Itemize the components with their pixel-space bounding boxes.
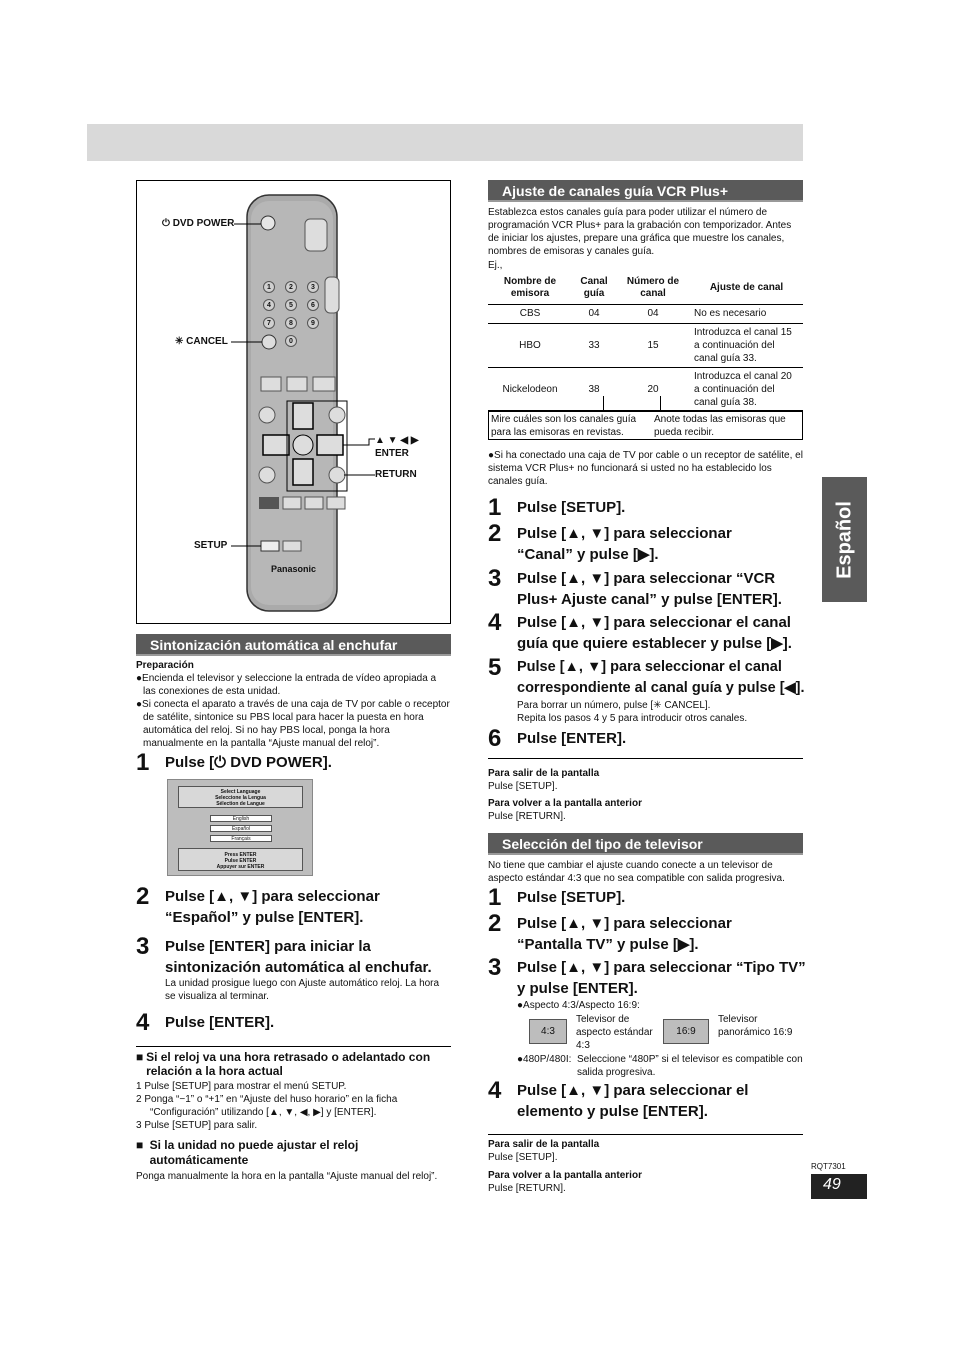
back-text: Pulse [RETURN]. (488, 1183, 566, 1194)
divider (488, 758, 803, 759)
back-label: Para volver a la pantalla anterior (488, 798, 642, 809)
exit-text: Pulse [SETUP]. (488, 1152, 558, 1163)
table-note-left: Mire cuáles son los canales guía para las emisoras en revistas. (491, 414, 637, 438)
prep-label: Preparación (136, 660, 194, 671)
clock-title: Si el reloj va una hora retrasado o adelantado con relación a la hora actual (146, 1050, 431, 1078)
step-number: 2 (488, 910, 502, 937)
step-text: Pulse [ENTER]. (517, 730, 627, 747)
prep-item: ●Si conecta el aparato a través de una caja de TV por cable o receptor de satélite, sintonice su PBS local para hacer la puesta en hora automática del reloj. Si no hay PBS local, ponga la hora manualmente en la pantalla “Ajuste manual del reloj”. (136, 699, 450, 749)
clock-step: 1 Pulse [SETUP] para mostrar el menú SETUP. (136, 1081, 347, 1092)
aspect-label: ●Aspecto 4:3/Aspecto 16:9: (517, 1000, 640, 1011)
section-title-vcr-plus: Ajuste de canales guía VCR Plus+ (488, 180, 803, 202)
clock-step: 3 Pulse [SETUP] para salir. (136, 1120, 258, 1131)
screen-title: Select Language Seleccione la Lengua Sélection de Langue (178, 786, 303, 808)
step-text: Pulse [▲, ▼] para seleccionar “Pantalla TV” y pulse [▶]. (517, 915, 732, 953)
callout-dvd-power: ⏻ DVD POWER (162, 218, 235, 229)
back-label: Para volver a la pantalla anterior (488, 1170, 642, 1181)
remote-key-3: 3 (307, 281, 319, 293)
step-number: 4 (488, 609, 502, 636)
divider (136, 1046, 451, 1047)
aspect-16-9-box: 16:9 (663, 1019, 709, 1044)
table-cell: Nickelodeon (488, 367, 572, 411)
table-cell: HBO (488, 323, 572, 367)
prep-item: ●Encienda el televisor y seleccione la entrada de vídeo apropiada a las conexiones de esta unidad. (136, 673, 437, 697)
step-number: 5 (488, 654, 502, 681)
table-cell: 38 (572, 367, 616, 411)
screen-option-espanol: Español (210, 825, 272, 832)
screen-option-english: English (210, 815, 272, 822)
remote-illustration (137, 181, 450, 623)
step-text: Pulse [▲, ▼] para seleccionar “VCR Plus+ Ajuste canal” y pulse [ENTER]. (517, 570, 782, 608)
no-clock-block: ■ Si la unidad no puede ajustar el reloj automáticamente Ponga manualmente la hora en la pantalla “Ajuste manual del reloj”. (136, 1138, 451, 1183)
table-cell: Introduzca el canal 15 a continuación del canal guía 33. (690, 323, 803, 367)
step-number: 1 (488, 494, 502, 521)
section-title-tv-type: Selección del tipo de televisor (488, 833, 803, 855)
table-cell: CBS (488, 304, 572, 323)
no-clock-title: Si la unidad no puede ajustar el reloj automáticamente (149, 1138, 359, 1167)
preparation-block (136, 659, 451, 750)
vcr-intro: Establezca estos canales guía para poder utilizar el número de programación VCR Plus+ para la grabación con temporizador. Antes de iniciar los ajustes, prepare una gráfica que muestre los canales, nombres de emisoras y canales guía. (488, 207, 792, 257)
callout-line (660, 396, 661, 410)
step-text: Pulse [ENTER] para iniciar la sintonización automática al enchufar. (165, 938, 432, 976)
col-header: Nombre de emisora (488, 272, 572, 304)
col-header: Canal guía (572, 272, 616, 304)
step-text: Pulse [SETUP]. (517, 499, 626, 516)
table-row (488, 367, 803, 411)
language-side-tab (822, 477, 867, 602)
step-number: 4 (136, 1009, 150, 1036)
col-header: Número de canal (616, 272, 690, 304)
step-text: Pulse [⏻ DVD POWER]. (165, 754, 332, 771)
screen-footer: Press ENTER Pulse ENTER Appuyer sur ENTER (178, 848, 303, 871)
page-number: 49 (811, 1174, 867, 1199)
step-number: 2 (136, 883, 150, 910)
side-tab-label: Español (833, 500, 855, 579)
step-number: 1 (136, 749, 150, 776)
clock-offset-block: ■ Si el reloj va una hora retrasado o adelantado con relación a la hora actual 1 Pulse [SETUP] para mostrar el menú SETUP. 2 Ponga “−1” o “+1” en “Ajuste del huso horario” en la ficha “Configuración” utilizando [▲, ▼, ◀, ▶] y [ENTER]. 3 Pulse [SETUP] para salir. (136, 1050, 451, 1132)
remote-brand: Panasonic (271, 564, 317, 574)
vcr-exit-info (488, 767, 803, 823)
progressive-text: Seleccione “480P” si el televisor es compatible con salida progresiva. (577, 1054, 803, 1078)
step-number: 3 (488, 954, 502, 981)
divider (488, 1134, 803, 1135)
table-cell: 04 (572, 304, 616, 323)
step-text: Pulse [▲, ▼] para seleccionar el elemento y pulse [ENTER]. (517, 1082, 749, 1120)
step-text: Pulse [▲, ▼] para seleccionar “Tipo TV” y pulse [ENTER]. (517, 959, 806, 997)
remote-key-8: 8 (285, 317, 297, 329)
callout-return: RETURN (375, 469, 417, 480)
remote-key-7: 7 (263, 317, 275, 329)
example-label: Ej., (488, 260, 503, 271)
header-bar (87, 124, 803, 161)
remote-figure (136, 180, 451, 624)
remote-key-6: 6 (307, 299, 319, 311)
step-number: 2 (488, 520, 502, 547)
exit-text: Pulse [SETUP]. (488, 781, 558, 792)
aspect-4-3-box: 4:3 (529, 1019, 567, 1044)
step-number: 3 (488, 565, 502, 592)
table-note-right: Anote todas las emisoras que pueda recibir. (654, 414, 786, 438)
channel-table (488, 272, 803, 412)
language-screen (167, 779, 313, 876)
table-cell: No es necesario (690, 304, 803, 323)
screen-option-francais: Français (210, 835, 272, 842)
aspect-4-3-desc: Televisor de aspecto estándar 4:3 (576, 1014, 653, 1051)
table-cell: 33 (572, 323, 616, 367)
exit-label: Para salir de la pantalla (488, 1139, 600, 1150)
step-text: Pulse [▲, ▼] para seleccionar el canal guía que quiere establecer y pulse [▶]. (517, 614, 792, 652)
table-cell: 04 (616, 304, 690, 323)
step-number: 3 (136, 933, 150, 960)
table-cell: 15 (616, 323, 690, 367)
col-header: Ajuste de canal (690, 272, 803, 304)
callout-line (603, 396, 604, 410)
callout-enter: ENTER (375, 448, 409, 459)
table-row (488, 304, 803, 323)
no-clock-text: Ponga manualmente la hora en la pantalla “Ajuste manual del reloj”. (136, 1171, 438, 1182)
step-number: 4 (488, 1077, 502, 1104)
step-note: Para borrar un número, pulse [✳ CANCEL]. Repita los pasos 4 y 5 para introducir otros canales. (517, 700, 748, 724)
step-text: Pulse [▲, ▼] para seleccionar el canal correspondiente al canal guía y pulse [◀]. (517, 659, 805, 696)
remote-key-5: 5 (285, 299, 297, 311)
exit-label: Para salir de la pantalla (488, 768, 600, 779)
aspect-16-9-desc: Televisor panorámico 16:9 (718, 1014, 793, 1038)
table-cell: Introduzca el canal 20 a continuación del canal guía 38. (690, 367, 803, 411)
table-row (488, 323, 803, 367)
tv-intro: No tiene que cambiar el ajuste cuando conecte a un televisor de aspecto estándar 4:3 que no sea compatible con salida progresiva. (488, 860, 785, 884)
remote-key-0: 0 (285, 335, 297, 347)
remote-key-4: 4 (263, 299, 275, 311)
table-notes-box (488, 410, 803, 440)
step-note: La unidad prosigue luego con Ajuste automático reloj. La hora se visualiza al terminar. (165, 978, 440, 1002)
table-cell: 20 (616, 367, 690, 411)
step-text: Pulse [SETUP]. (517, 889, 626, 906)
step-text: Pulse [ENTER]. (165, 1014, 275, 1031)
step-text: Pulse [▲, ▼] para seleccionar “Canal” y pulse [▶]. (517, 525, 732, 563)
step-number: 6 (488, 725, 502, 752)
remote-key-9: 9 (307, 317, 319, 329)
step-number: 1 (488, 884, 502, 911)
section-title-auto-tuning: Sintonización automática al enchufar (136, 634, 451, 656)
doc-code: RQT7301 (811, 1162, 846, 1171)
vcr-bullet: ●Si ha conectado una caja de TV por cable o un receptor de satélite, el sistema VCR Plus+ no funcionará si usted no ha establecido los canales guía. (488, 450, 803, 487)
progressive-label: ●480P/480I: (517, 1054, 572, 1065)
back-text: Pulse [RETURN]. (488, 811, 566, 822)
callout-arrows: ▲ ▼ ◀ ▶ (375, 435, 419, 446)
remote-key-2: 2 (285, 281, 297, 293)
step-text: Pulse [▲, ▼] para seleccionar “Español” y pulse [ENTER]. (165, 888, 380, 926)
tv-exit-info (488, 1138, 803, 1195)
clock-step: 2 Ponga “−1” o “+1” en “Ajuste del huso horario” en la ficha “Configuración” utilizando [▲, ▼, ◀, ▶] y [ENTER]. (136, 1094, 398, 1118)
remote-key-1: 1 (263, 281, 275, 293)
callout-cancel: ✳ CANCEL (175, 336, 228, 347)
callout-setup: SETUP (194, 540, 228, 551)
